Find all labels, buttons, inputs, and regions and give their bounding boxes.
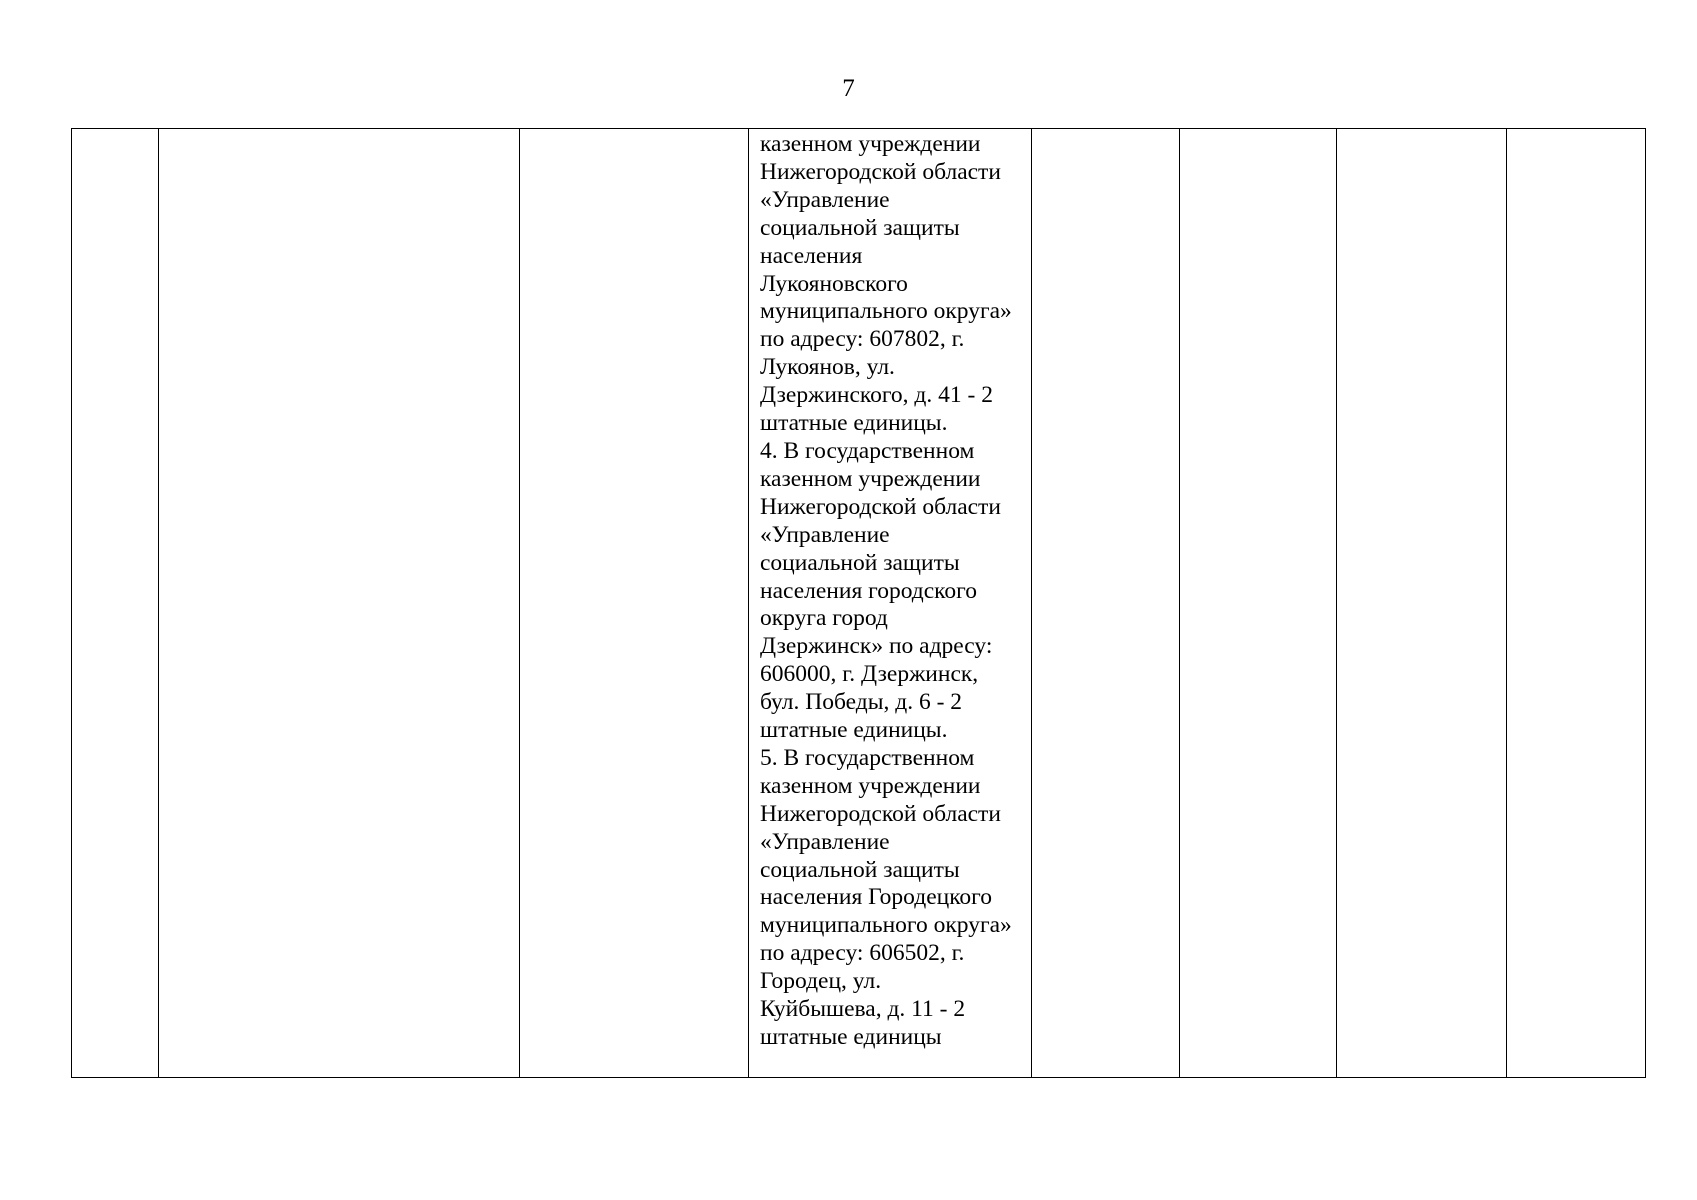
table-row <box>72 129 1646 1078</box>
table-cell-col-1 <box>72 129 159 1078</box>
table-cell-col-7 <box>1337 129 1507 1078</box>
table-cell-col-4 <box>749 129 1032 1078</box>
table-cell-col-6 <box>1180 129 1337 1078</box>
table-cell-col-5 <box>1032 129 1180 1078</box>
table-cell-col-3 <box>520 129 749 1078</box>
page-number: 7 <box>842 75 855 102</box>
cell-description-text: казенном учреждении Нижегородской области «Управление социальной защиты населения Лукояновского муниципального округа» по адресу: 607802, г. Лукоянов, ул. Дзержинского, д. 41 - 2 штатные единицы. 4. В государственном казенном учреждении Нижегородской области «Управление социальной защиты населения городского округа город Дзержинск» по адресу: 606000, г. Дзержинск, бул. Победы, д. 6 - 2 штатные единицы. 5. В государственном казенном учреждении Нижегородской области «Управление социальной защиты населения Городецкого муниципального округа» по адресу: 606502, г. Городец, ул. Куйбышева, д. 11 - 2 штатные единицы <box>760 131 1012 1050</box>
document-table <box>71 128 1646 1078</box>
table-cell-col-2 <box>159 129 520 1078</box>
table-cell-col-8 <box>1507 129 1646 1078</box>
